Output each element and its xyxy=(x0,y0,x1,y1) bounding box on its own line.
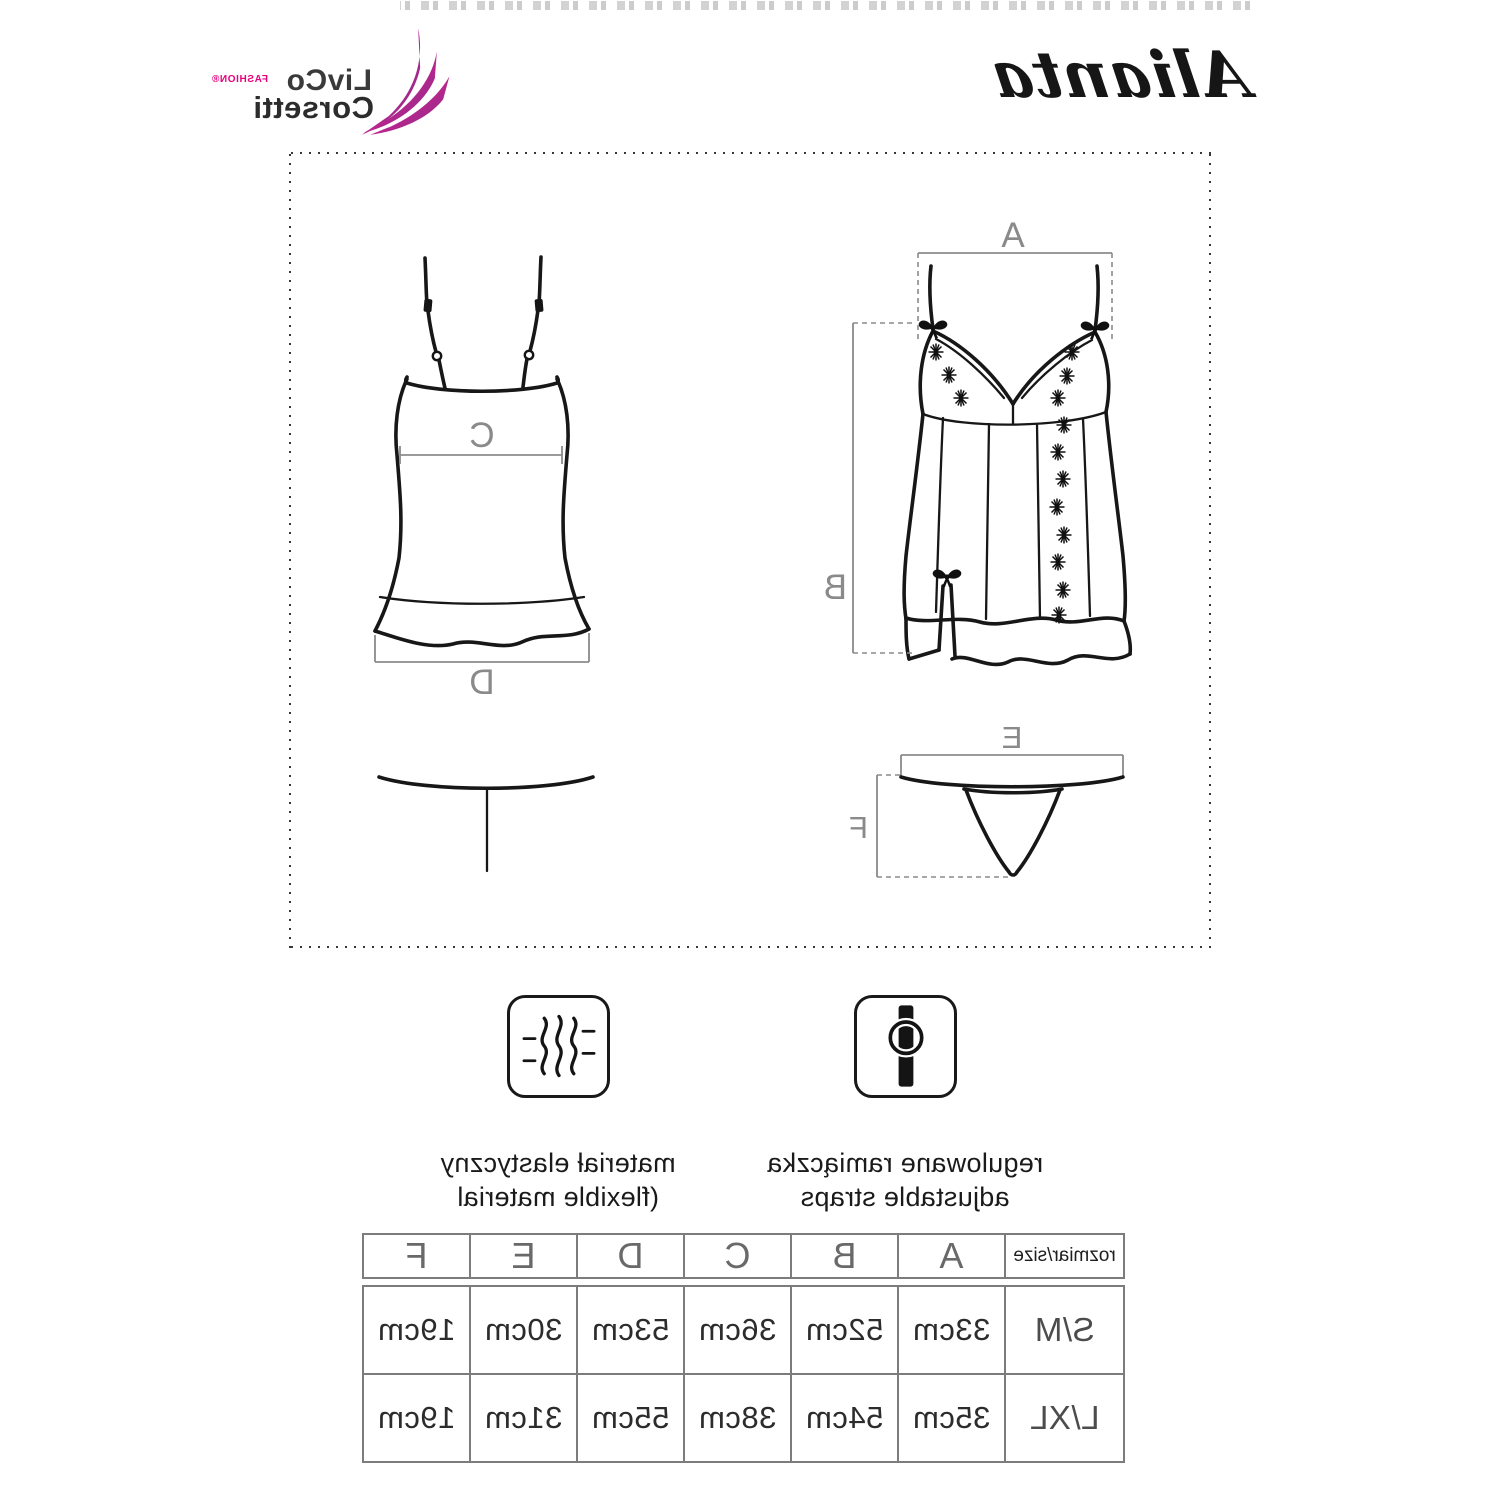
product-title: Alianta xyxy=(986,38,1254,113)
thong-back-drawing xyxy=(379,777,593,871)
value-lxl-b: 54cm xyxy=(791,1374,898,1462)
measure-label-e: E xyxy=(1001,720,1023,755)
diagram-frame xyxy=(289,152,1211,948)
size-name: L/XL xyxy=(1005,1374,1124,1462)
brand-fashion-label: FASHION® xyxy=(211,74,268,85)
value-lxl-f: 19cm xyxy=(363,1374,470,1462)
value-lxl-c: 38cm xyxy=(684,1374,791,1462)
value-lxl-d: 55cm xyxy=(577,1374,684,1462)
value-sm-d: 53cm xyxy=(577,1286,684,1374)
col-header-d: D xyxy=(577,1234,684,1278)
col-header-c: C xyxy=(684,1234,791,1278)
caption-line-pl: regulowane ramiączka xyxy=(766,1148,1044,1178)
col-header-b: B xyxy=(791,1234,898,1278)
caption-line-en: (flexible material xyxy=(457,1182,659,1212)
measure-label-f: F xyxy=(849,810,868,845)
value-sm-a: 33cm xyxy=(898,1286,1005,1374)
size-name: S/M xyxy=(1005,1286,1124,1374)
value-sm-f: 19cm xyxy=(363,1286,470,1374)
brand-logo xyxy=(212,24,462,144)
value-sm-c: 36cm xyxy=(684,1286,791,1374)
size-table-body xyxy=(362,1285,1125,1463)
brand-name-corsetti: Corsetti xyxy=(252,90,374,125)
measure-label-b: B xyxy=(823,568,847,607)
table-row-lxl xyxy=(363,1374,1124,1462)
thong-front-drawing xyxy=(849,720,1123,877)
col-header-e: E xyxy=(470,1234,577,1278)
header-rozmiar-size: rozmiar/size xyxy=(1005,1234,1124,1278)
col-header-a: A xyxy=(898,1234,1005,1278)
back-view-drawing xyxy=(375,257,589,702)
flexible-material-icon xyxy=(507,995,610,1098)
table-row-sm xyxy=(363,1286,1124,1374)
measure-label-c: C xyxy=(469,416,495,455)
garment-diagram xyxy=(289,152,1211,948)
adjustable-straps-caption xyxy=(735,1146,1075,1214)
value-sm-b: 52cm xyxy=(791,1286,898,1374)
value-sm-e: 30cm xyxy=(470,1286,577,1374)
col-header-f: F xyxy=(363,1234,470,1278)
size-table xyxy=(375,1233,1125,1463)
value-lxl-a: 35cm xyxy=(898,1374,1005,1462)
caption-line-pl: materiał elastyczny xyxy=(440,1148,676,1178)
value-lxl-e: 31cm xyxy=(470,1374,577,1462)
measure-label-a: A xyxy=(1001,216,1025,255)
caption-line-en: adjustable straps xyxy=(800,1182,1010,1212)
cropped-header-artifact xyxy=(400,1,1250,10)
adjustable-strap-icon xyxy=(854,995,957,1098)
measure-label-d: D xyxy=(469,663,495,702)
brand-name-livco: LivCo xyxy=(286,64,372,97)
front-view-drawing xyxy=(824,216,1131,664)
size-table-header xyxy=(362,1233,1125,1279)
flexible-material-caption xyxy=(388,1146,728,1214)
